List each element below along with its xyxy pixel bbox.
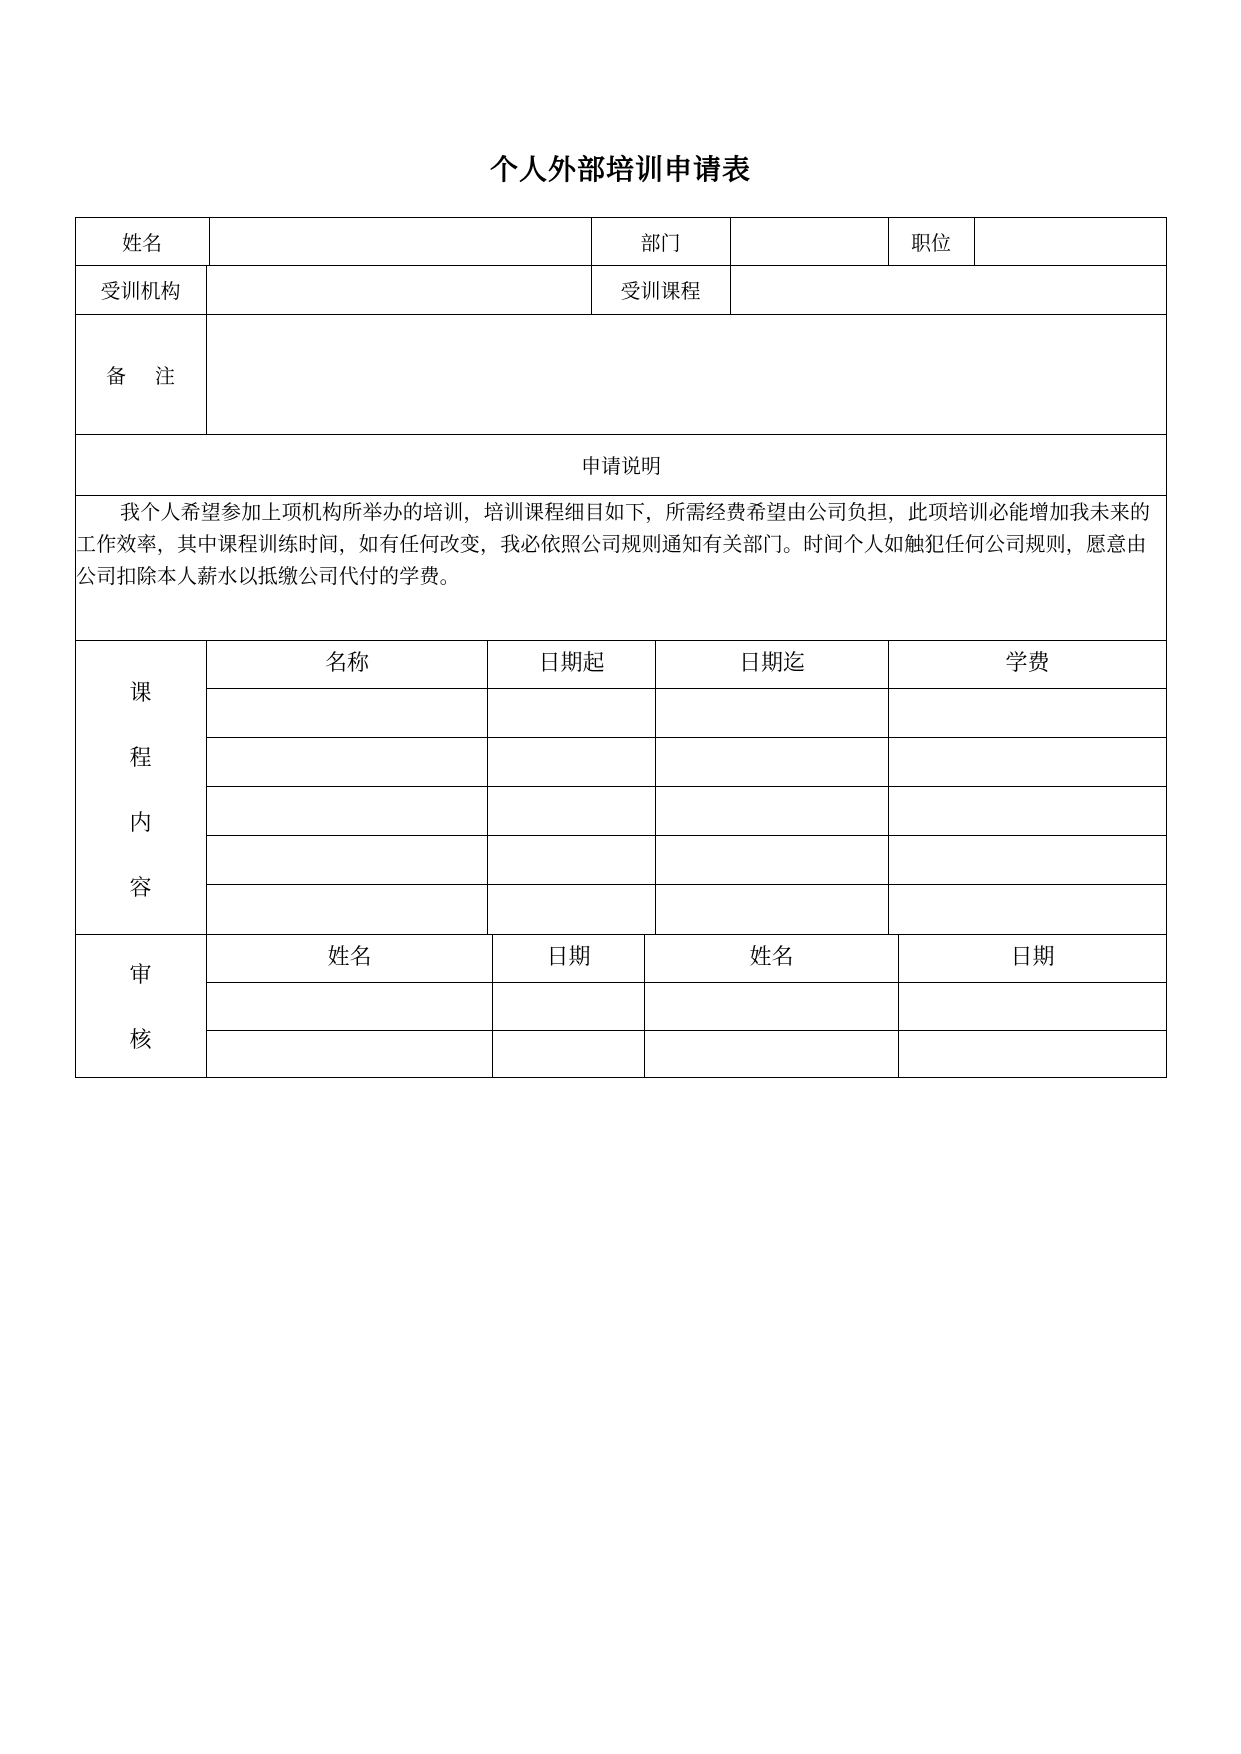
course-content-char: 课: [129, 681, 152, 706]
column-header-tuition: 学费: [1005, 650, 1050, 676]
column-header-reviewer-name: 姓名: [327, 944, 372, 970]
department-field[interactable]: [731, 218, 888, 265]
column-header-course-name: 名称: [324, 650, 369, 676]
course-label: 受训课程: [620, 279, 701, 303]
course-content-char: 程: [129, 746, 152, 771]
name-label: 姓名: [122, 230, 162, 255]
institution-label: 受训机构: [100, 279, 181, 303]
column-header-review-date: 日期: [546, 944, 591, 970]
review-char: 审: [129, 963, 152, 988]
divider: [206, 1030, 1167, 1031]
divider: [206, 688, 1167, 689]
divider: [206, 982, 1167, 983]
application-text: 我个人希望参加上项机构所举办的培训，培训课程细目如下，所需经费希望由公司负担，此项培训必能增加我未来的工作效率，其中课程训练时间，如有任何改变，我必依照公司规则通知有关部门。时间个人如触犯任何公司规则，愿意由公司扣除本人薪水以抵缴公司代付的学费。: [76, 500, 1151, 588]
department-label: 部门: [640, 230, 681, 255]
divider: [655, 640, 656, 934]
divider: [888, 640, 889, 934]
remarks-label: 备 注: [106, 363, 175, 388]
course-content-label: [75, 676, 206, 902]
column-header-end-date: 日期迄: [738, 650, 805, 676]
divider: [206, 835, 1167, 836]
column-header-start-date: 日期起: [538, 650, 605, 676]
course-content-char: 容: [129, 876, 152, 901]
divider: [487, 640, 488, 934]
divider: [206, 737, 1167, 738]
position-label: 职位: [911, 230, 951, 255]
review-label: [75, 958, 206, 1054]
institution-field[interactable]: [207, 266, 591, 314]
divider: [206, 640, 207, 1078]
remarks-field[interactable]: [207, 315, 1166, 434]
position-field[interactable]: [975, 218, 1166, 265]
course-content-char: 内: [129, 811, 152, 836]
divider: [206, 786, 1167, 787]
application-header: 申请说明: [581, 454, 661, 478]
divider: [206, 884, 1167, 885]
review-char: 核: [129, 1028, 152, 1053]
course-field[interactable]: [731, 266, 1166, 314]
column-header-review-date-2: 日期: [1010, 944, 1055, 970]
name-field[interactable]: [210, 218, 591, 265]
column-header-reviewer-name-2: 姓名: [749, 944, 794, 970]
page-title: 个人外部培训申请表: [489, 153, 751, 186]
